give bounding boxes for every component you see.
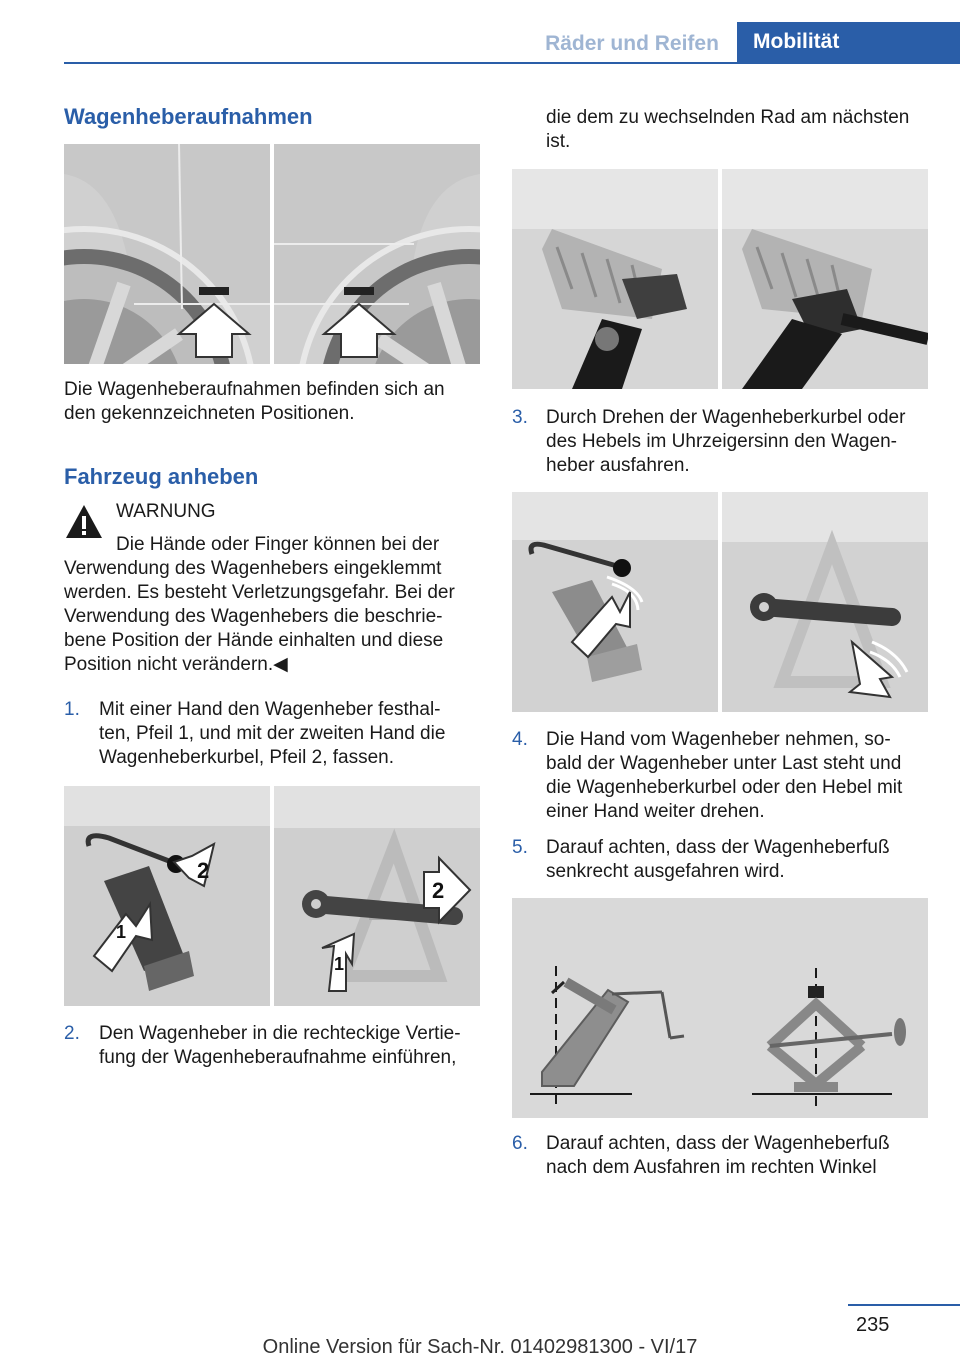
warning-label: WARNUNG — [116, 501, 216, 522]
figure-label: 2 — [197, 858, 210, 883]
figure-hold-jack-left — [64, 786, 270, 1006]
step-3-text: Durch Drehen der Wagenheberkurbel oder des Hebels im Uhrzeigersinn den Wagen‐ heber ausfahren. — [546, 407, 906, 476]
header-rule — [64, 62, 960, 64]
page-number: 235 — [856, 1314, 890, 1336]
section-title: Wagenheberaufnahmen — [64, 104, 313, 129]
step-5-text: Darauf achten, dass der Wagenheberfuß senkrecht ausgefahren wird. — [546, 837, 890, 882]
figure-crank-jack-left — [512, 492, 718, 712]
header-tab-active: Mobilität — [737, 22, 960, 62]
footer-rule — [848, 1304, 960, 1306]
online-version-note: Online Version für Sach-Nr. 01402981300 - VI/17 — [262, 1336, 698, 1358]
warning-icon — [64, 502, 104, 542]
figure-vertical-jack — [512, 898, 928, 1118]
figure-insert-jack-left — [512, 169, 718, 389]
subsection-title: Fahrzeug anheben — [64, 464, 259, 489]
step-1-text: Mit einer Hand den Wagenheber festhal‐ ten, Pfeil 1, und mit der zweiten Hand die Wagenheberkurbel, Pfeil 2, fassen. — [99, 699, 446, 768]
step-4-text: Die Hand vom Wagenheber nehmen, so‐ bald der Wagenheber unter Last steht und die Wagenheberkurbel oder den Hebel mit einer Hand weiter drehen. — [546, 729, 903, 822]
jack-points-text: Die Wagenheberaufnahmen befinden sich an den gekennzeichneten Positionen. — [64, 379, 445, 424]
figure-insert-jack-right — [722, 169, 928, 389]
figure-jack-point-front — [64, 144, 270, 364]
figure-crank-jack — [512, 492, 928, 712]
figure-label: 1 — [334, 954, 345, 974]
step-5-number: 5. — [512, 837, 528, 858]
figure-jack-points — [64, 144, 480, 364]
warning-line-1: Die Hände oder Finger können bei der — [116, 534, 440, 555]
figure-label: 2 — [432, 878, 445, 903]
step-4-number: 4. — [512, 729, 528, 750]
figure-jack-point-rear — [274, 144, 480, 364]
warning-text-rest: Verwendung des Wagenhebers eingeklemmt werden. Es besteht Verletzungsgefahr. Bei der Verwendung des Wagenhebers die beschrie‐ bene Position der Hände einhalten und diese Position nicht verändern.◀ — [64, 558, 455, 675]
step-2-number: 2. — [64, 1023, 80, 1044]
figure-hold-jack-right — [274, 786, 480, 1006]
header-tab-section: Räder und Reifen — [545, 32, 719, 55]
step-2-text: Den Wagenheber in die rechteckige Vertie‐ fung der Wagenheberaufnahme einführen, — [99, 1023, 461, 1068]
step-3-number: 3. — [512, 407, 528, 428]
figure-crank-jack-right — [722, 492, 928, 712]
step-6-text: Darauf achten, dass der Wagenheberfuß nach dem Ausfahren im rechten Winkel — [546, 1133, 890, 1178]
figure-hold-jack — [64, 786, 480, 1006]
figure-insert-jack — [512, 169, 928, 389]
step-1-number: 1. — [64, 699, 80, 720]
step-6-number: 6. — [512, 1133, 528, 1154]
step-2-continued: die dem zu wechselnden Rad am nächsten ist. — [546, 107, 910, 152]
figure-label: 1 — [116, 922, 127, 942]
